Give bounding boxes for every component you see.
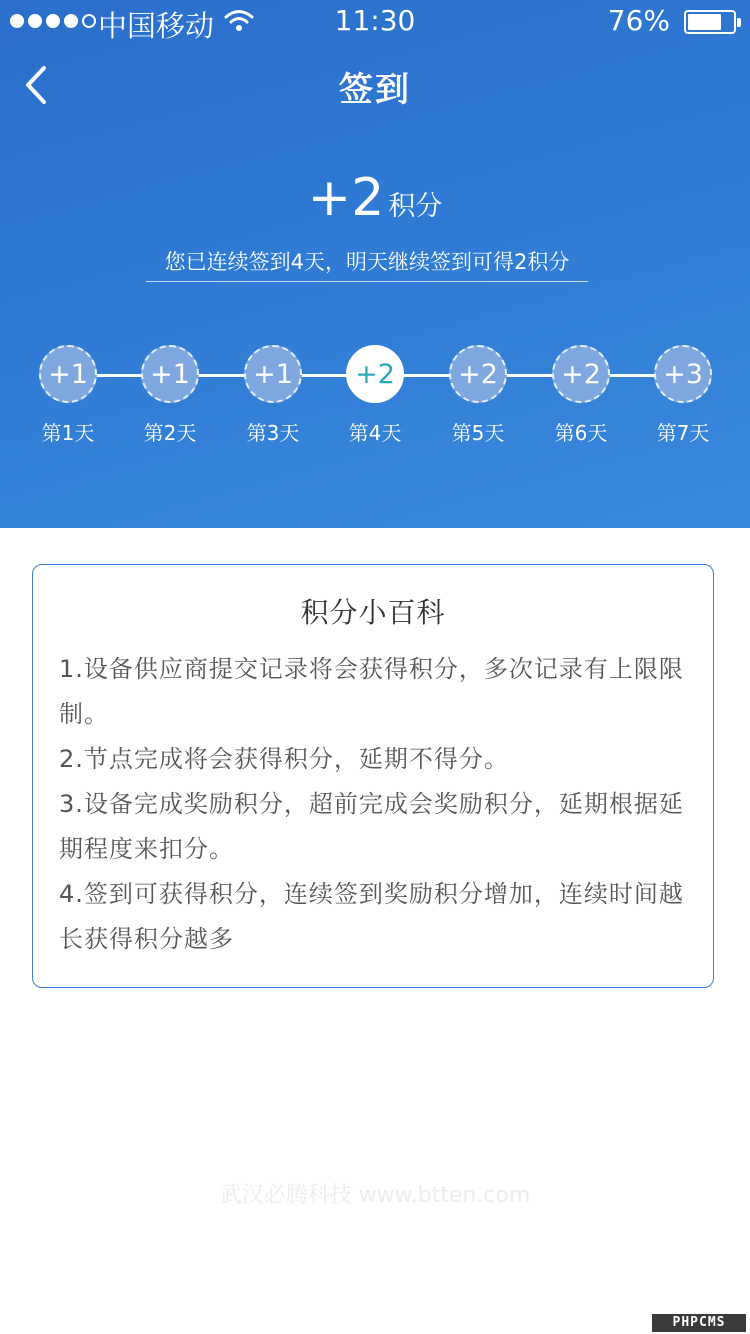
day-label: 第6天: [554, 421, 608, 445]
card-body: [59, 647, 691, 962]
streak-message: 您已连续签到4天，明天继续签到可得2积分: [146, 246, 588, 282]
day-points-badge: +1: [244, 345, 302, 403]
day-label: 第4天: [348, 421, 402, 445]
guide-item-3: 3.设备完成奖励积分，超前完成会奖励积分，延期根据延期程度来扣分。: [59, 790, 684, 863]
status-time: 11:30: [334, 4, 416, 37]
status-bar: [0, 0, 750, 46]
points-value: +2: [307, 168, 385, 228]
day-points-badge: +2: [449, 345, 507, 403]
guide-item-1: 1.设备供应商提交记录将会获得积分，多次记录有上限限制。: [59, 655, 684, 728]
day-label: 第1天: [41, 421, 95, 445]
points-guide-card: [32, 564, 714, 988]
page-title: 签到: [339, 70, 411, 110]
header-banner: [0, 0, 750, 528]
corner-badge: PHPCMS: [652, 1314, 746, 1332]
day-label: 第3天: [246, 421, 300, 445]
card-title: 积分小百科: [300, 596, 446, 629]
points-unit: 积分: [388, 191, 443, 222]
guide-item-4: 4.签到可获得积分，连续签到奖励积分增加，连续时间越长获得积分越多: [59, 880, 684, 953]
day-points-badge: +2: [552, 345, 610, 403]
day-7: [633, 345, 733, 446]
day-6: [531, 345, 631, 446]
day-4: [325, 345, 425, 446]
day-1: [18, 345, 118, 446]
day-points-badge: +3: [654, 345, 712, 403]
guide-item-2: 2.节点完成将会获得积分，延期不得分。: [59, 745, 509, 773]
day-3: [223, 345, 323, 446]
day-label: 第5天: [451, 421, 505, 445]
day-5: [428, 345, 528, 446]
day-label: 第7天: [656, 421, 710, 445]
day-2: [120, 345, 220, 446]
battery-percent: 76%: [607, 4, 670, 37]
watermark: 武汉必腾科技 www.btten.com: [219, 1183, 531, 1208]
carrier-name: 中国移动: [98, 9, 215, 43]
day-points-badge: +1: [39, 345, 97, 403]
day-points-badge: +1: [141, 345, 199, 403]
battery-icon: [684, 10, 736, 34]
day-label: 第2天: [143, 421, 197, 445]
day-points-badge: +2: [346, 345, 404, 403]
points-earned: [0, 168, 750, 228]
